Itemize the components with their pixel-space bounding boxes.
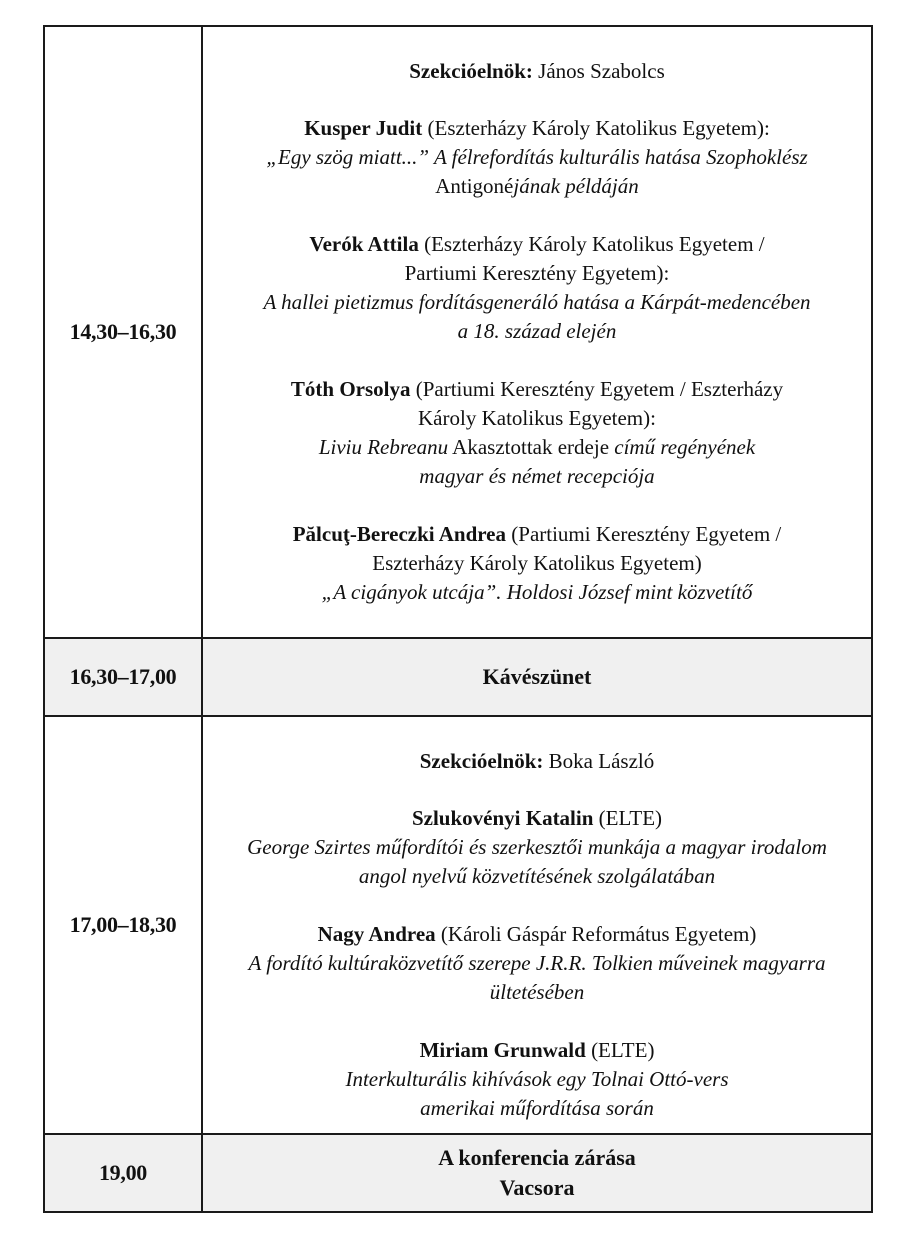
speaker-affiliation-cont: Károly Katolikus Egyetem): [418,406,656,430]
talk-title-cont: a 18. század elején [457,319,617,343]
speaker-name: Kusper Judit [304,116,423,140]
speaker-affiliation: (ELTE) [585,1038,655,1062]
speaker-affiliation: (Partiumi Keresztény Egyetem / Eszterházy [410,377,784,401]
talk-entry [223,114,851,201]
talk-title-cont: ültetésében [489,980,585,1004]
speaker-affiliation-cont: Eszterházy Károly Katolikus Egyetem) [372,551,702,575]
talk-entry [223,375,851,491]
time-cell: 19,00 [45,1135,203,1211]
schedule-row [45,715,871,1133]
session-chair [223,747,851,776]
chair-label: Szekcióelnök: [419,749,544,773]
speaker-name: Szlukovényi Katalin [411,806,594,830]
talk-title: George Szirtes műfordítói és szerkesztői munkája a magyar irodalom [247,835,827,859]
time-cell: 16,30–17,00 [45,639,203,715]
session-cell [203,717,871,1133]
talk-title: „A cigányok utcája”. Holdosi József mint közvetítő [321,580,753,604]
speaker-name: Verók Attila [309,232,419,256]
speaker-affiliation: (Eszterházy Károly Katolikus Egyetem / [418,232,765,256]
session-chair [223,57,851,86]
talk-entry [223,520,851,607]
schedule-table [43,25,873,1213]
speaker-name: Miriam Grunwald [419,1038,586,1062]
talk-title: A hallei pietizmus fordításgeneráló hatása a Kárpát-medencében [263,290,811,314]
speaker-name: Tóth Orsolya [290,377,411,401]
talk-entry [223,1036,851,1123]
speaker-affiliation: (Eszterházy Károly Katolikus Egyetem): [422,116,770,140]
talk-title-cont: jának példáján [513,174,639,198]
speaker-affiliation: (ELTE) [593,806,663,830]
session-cell [203,27,871,637]
speaker-affiliation-cont: Partiumi Keresztény Egyetem): [404,261,670,285]
talk-title-cont: angol nyelvű közvetítésének szolgálatában [358,864,716,888]
closing-cell [203,1135,871,1211]
time-cell: 14,30–16,30 [45,27,203,637]
talk-entry [223,230,851,346]
schedule-row [45,1133,871,1211]
time-cell: 17,00–18,30 [45,717,203,1133]
chair-name: Boka László [548,749,655,773]
talk-title: A fordító kultúraközvetítő szerepe J.R.R. Tolkien műveinek magyarra [248,951,826,975]
schedule-row [45,637,871,715]
break-label: Kávészünet [482,664,592,689]
chair-name: János Szabolcs [538,59,665,83]
talk-title-cont: amerikai műfordítása során [420,1096,654,1120]
break-cell [203,639,871,715]
talk-title-cont: magyar és német recepciója [419,464,655,488]
closing-label: A konferencia zárása [438,1145,636,1170]
speaker-name: Nagy Andrea [317,922,436,946]
talk-title: Interkulturális kihívások egy Tolnai Ottó-vers [345,1067,729,1091]
talk-title: című regényének [609,435,756,459]
speaker-affiliation: (Partiumi Keresztény Egyetem / [506,522,782,546]
talk-title-author: Liviu Rebreanu [318,435,449,459]
talk-entry [223,804,851,891]
talk-title-work: Akasztottak erdeje [448,435,610,459]
schedule-row [45,27,871,637]
dinner-label: Vacsora [499,1175,575,1200]
speaker-name: Pălcuţ-Bereczki Andrea [292,522,507,546]
talk-title-work: Antigoné [435,174,514,198]
speaker-affiliation: (Károli Gáspár Református Egyetem) [435,922,757,946]
chair-label: Szekcióelnök: [409,59,533,83]
talk-title: „Egy szög miatt...” A félrefordítás kulturális hatása Szophoklész [266,145,808,169]
talk-entry [223,920,851,1007]
